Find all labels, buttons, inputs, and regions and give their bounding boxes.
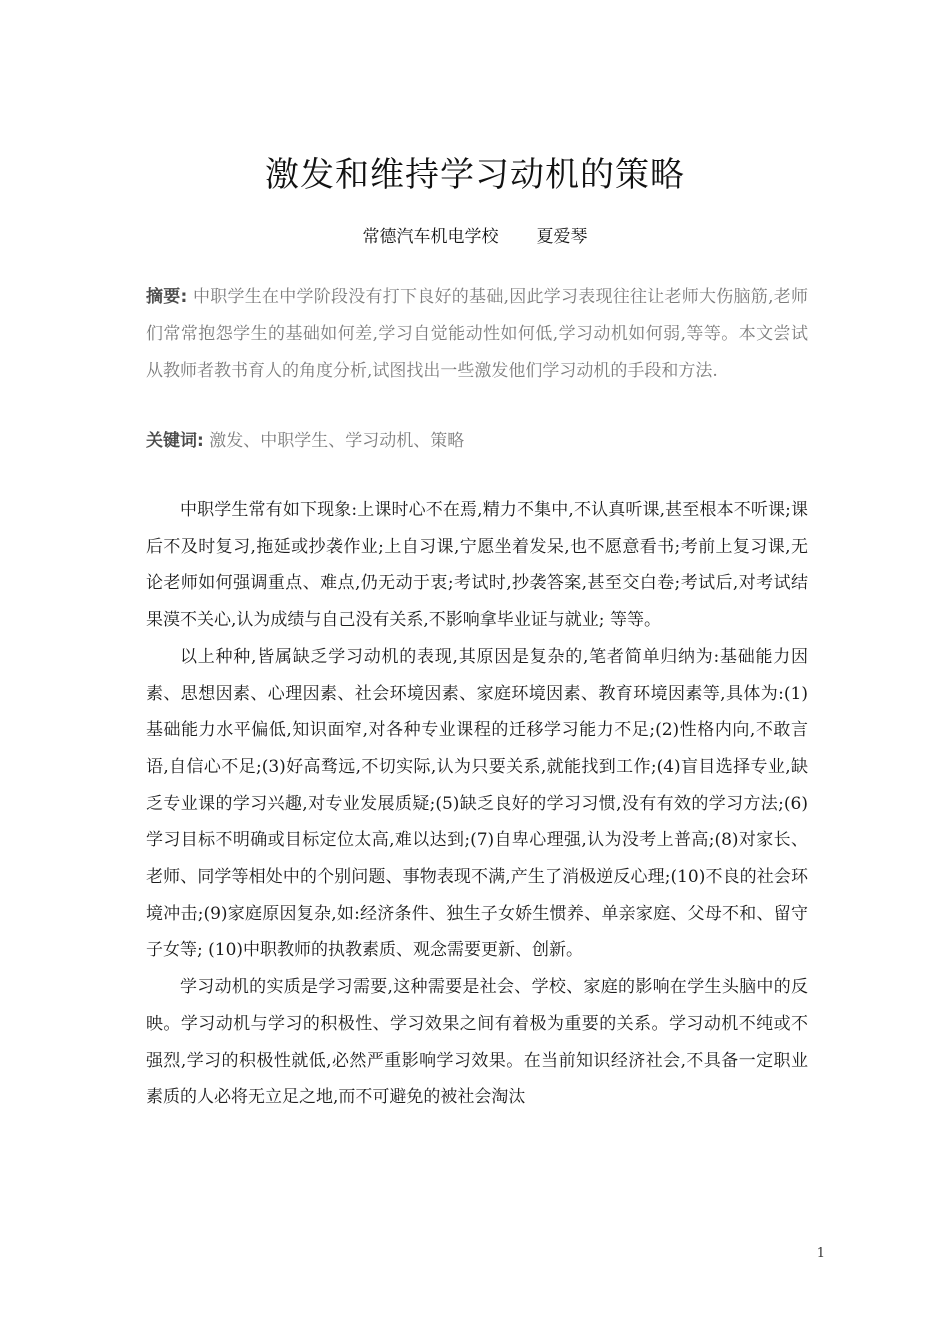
school-name: 常德汽车机电学校 (362, 227, 499, 247)
keywords-label: 关键词: (146, 431, 204, 451)
abstract (146, 279, 808, 390)
byline (0, 224, 950, 250)
abstract-text: 中职学生在中学阶段没有打下良好的基础,因此学习表现往往让老师大伤脑筋,老师们常常抱怨学生的基础如何差,学习自觉能动性如何低,学习动机如何弱,等等。本文尝试从教师者教书育人的角度分析,试图找出一些激发他们学习动机的手段和方法. (146, 287, 808, 381)
body-paragraph: 以上种种,皆属缺乏学习动机的表现,其原因是复杂的,笔者简单归纳为:基础能力因素、思想因素、心理因素、社会环境因素、家庭环境因素、教育环境因素等,具体为:(1)基础能力水平偏低,知识面窄,对各种专业课程的迁移学习能力不足;(2)性格内向,不敢言语,自信心不足;(3)好高骛远,不切实际,认为只要关系,就能找到工作;(4)盲目选择专业,缺乏专业课的学习兴趣,对专业发展质疑;(5)缺乏良好的学习习惯,没有有效的学习方法;(6)学习目标不明确或目标定位太高,难以达到;(7)自卑心理强,认为没考上普高;(8)对家长、老师、同学等相处中的个别问题、事物表现不满,产生了消极逆反心理;(10)不良的社会环境冲击;(9)家庭原因复杂,如:经济条件、独生子女娇生惯养、单亲家庭、父母不和、留守子女等; (10)中职教师的执教素质、观念需要更新、创新。 (146, 646, 808, 961)
body-paragraph: 中职学生常有如下现象:上课时心不在焉,精力不集中,不认真听课,甚至根本不听课;课后不及时复习,拖延或抄袭作业;上自习课,宁愿坐着发呆,也不愿意看书;考前上复习课,无论老师如何强调重点、难点,仍无动于衷;考试时,抄袭答案,甚至交白卷;考试后,对考试结果漠不关心,认为成绩与自己没有关系,不影响拿毕业证与就业; 等等。 (146, 500, 808, 631)
body-paragraph: 学习动机的实质是学习需要,这种需要是社会、学校、家庭的影响在学生头脑中的反映。学习动机与学习的积极性、学习效果之间有着极为重要的关系。学习动机不纯或不强烈,学习的积极性就低,必然严重影响学习效果。在当前知识经济社会,不具备一定职业素质的人必将无立足之地,而不可避免的被社会淘汰 (146, 977, 808, 1108)
keywords (146, 423, 808, 460)
page-title: 激发和维持学习动机的策略 (265, 155, 685, 195)
body-text (146, 492, 808, 1116)
author-name: 夏爱琴 (536, 227, 588, 247)
page-number: 1 (816, 1246, 825, 1261)
abstract-label: 摘要: (146, 287, 188, 307)
keywords-text: 激发、中职学生、学习动机、策略 (203, 431, 465, 451)
